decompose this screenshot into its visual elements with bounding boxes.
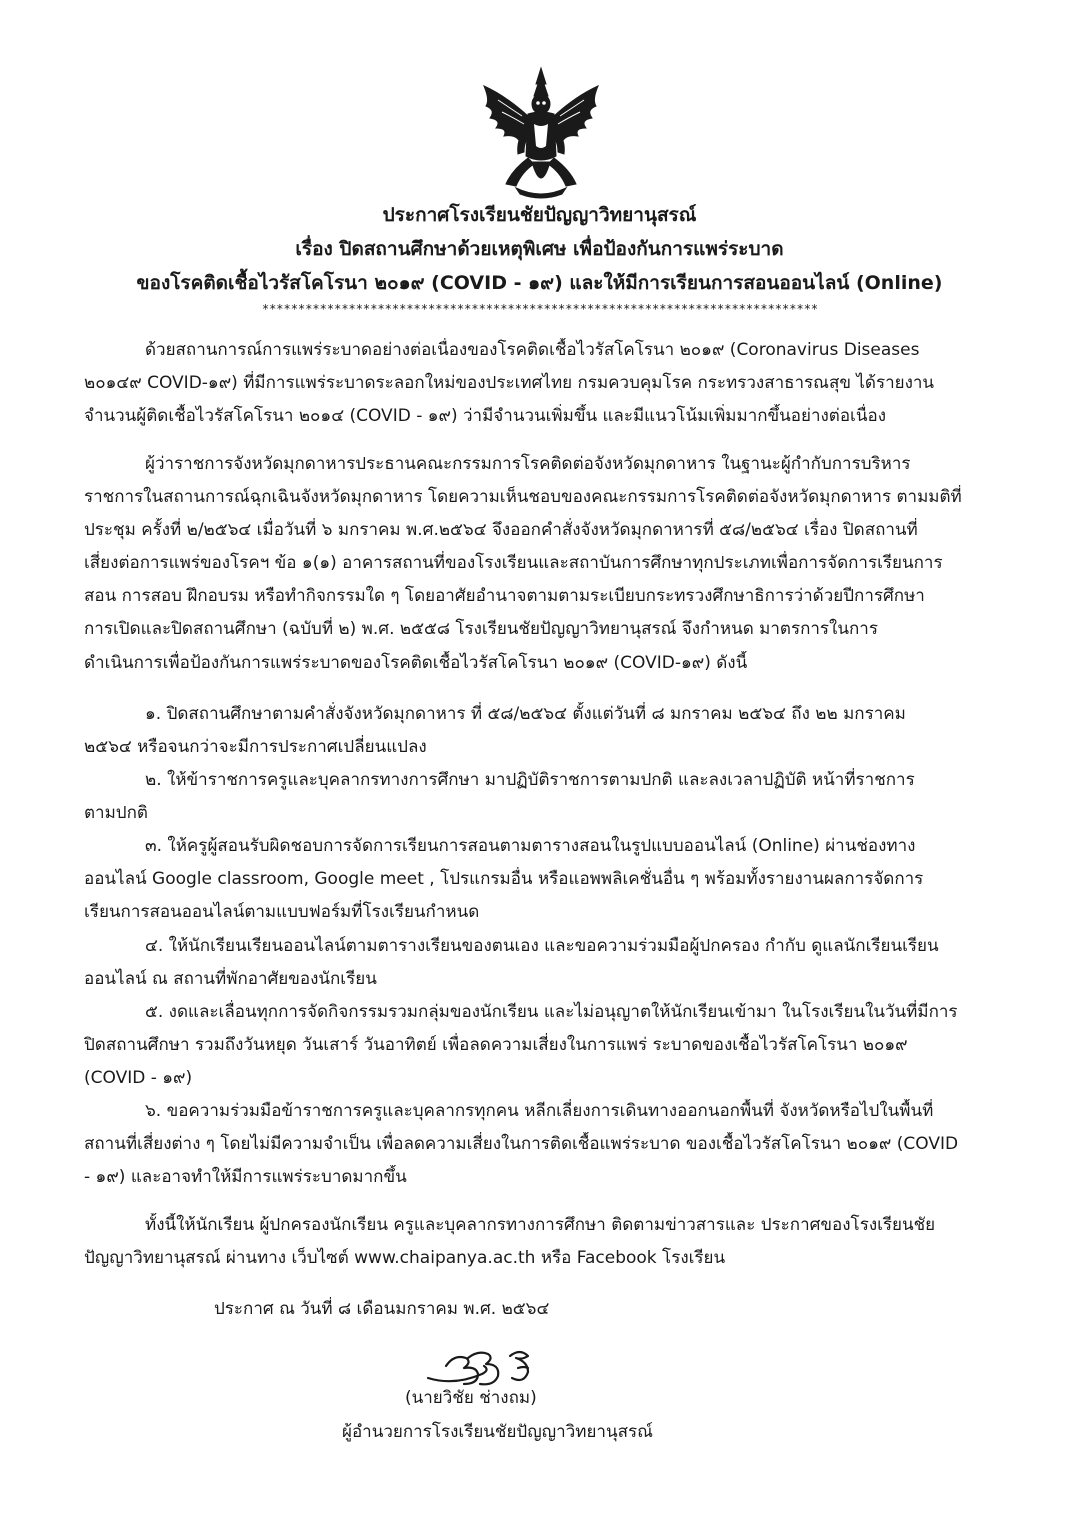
paragraph-2-line: ประชุม ครั้งที่ ๒/๒๕๖๔ เมื่อวันที่ ๖ มกราคม พ.ศ.๒๕๖๔ จึงออกคำสั่งจังหวัดมุกดาหารที่ ๕๘/๒๕๖๔ เรื่อง ปิดสถานที่ — [84, 520, 918, 540]
measure-item-1-cont: ๒๕๖๔ หรือจนกว่าจะมีการประกาศเปลี่ยนแปลง — [84, 737, 427, 757]
measure-item-6-cont: - ๑๙) และอาจทำให้มีการแพร่ระบาดมากขึ้น — [84, 1167, 407, 1187]
paragraph-2-line: ราชการในสถานการณ์ฉุกเฉินจังหวัดมุกดาหาร โดยความเห็นชอบของคณะกรรมการโรคติดต่อจังหวัดมุกดาหาร ตามมติที่ — [84, 487, 962, 507]
measure-item-2-cont: ตามปกติ — [84, 803, 148, 823]
measure-item-5-cont: (COVID - ๑๙) — [84, 1068, 193, 1088]
signatory-title: ผู้อำนวยการโรงเรียนชัยปัญญาวิทยานุสรณ์ — [342, 1422, 653, 1442]
paragraph-1-line: ด้วยสถานการณ์การแพร่ระบาดอย่างต่อเนื่องของโรคติดเชื้อไวรัสโคโรนา ๒๐๑๙ (Coronavirus Diseases — [145, 340, 920, 360]
measure-item-5: ๕. งดและเลื่อนทุกการจัดกิจกรรมรวมกลุ่มของนักเรียน และไม่อนุญาตให้นักเรียนเข้ามา ในโรงเรียนในวันที่มีการ — [145, 1002, 958, 1022]
announcement-title: ประกาศโรงเรียนชัยปัญญาวิทยานุสรณ์ — [382, 204, 697, 226]
paragraph-2-line: เสี่ยงต่อการแพร่ของโรคฯ ข้อ ๑(๑) อาคารสถานที่ของโรงเรียนและสถาบันการศึกษาทุกประเภทเพื่อการจัดการเรียนการ — [84, 553, 943, 573]
measure-item-6-cont: สถานที่เสี่ยงต่าง ๆ โดยไม่มีความจำเป็น เพื่อลดความเสี่ยงในการติดเชื้อแพร่ระบาด ของเชื้อไวรัสโคโรนา ๒๐๑๙ (COVID — [84, 1134, 959, 1154]
garuda-emblem-icon — [476, 66, 606, 201]
measure-item-5-cont: ปิดสถานศึกษา รวมถึงวันหยุด วันเสาร์ วันอาทิตย์ เพื่อลดความเสี่ยงในการแพร่ ระบาดของเชื้อไวรัสโคโรนา ๒๐๑๙ — [84, 1035, 908, 1055]
announcement-subject-cont: ของโรคติดเชื้อไวรัสโคโรนา ๒๐๑๙ (COVID - ๑๙) และให้มีการเรียนการสอนออนไลน์ (Online) — [136, 272, 943, 294]
measure-item-4-cont: ออนไลน์ ณ สถานที่พักอาศัยของนักเรียน — [84, 969, 377, 989]
measure-item-1: ๑. ปิดสถานศึกษาตามคำสั่งจังหวัดมุกดาหาร ที่ ๕๘/๒๕๖๔ ตั้งแต่วันที่ ๘ มกราคม ๒๕๖๔ ถึง ๒๒ มกราคม — [145, 704, 906, 724]
paragraph-1-line: ๒๐๑๔๙ COVID-๑๙) ที่มีการแพร่ระบาดระลอกใหม่ของประเทศไทย กรมควบคุมโรค กระทรวงสาธารณสุข ได้รายงาน — [84, 373, 935, 393]
measure-item-3-cont: เรียนการสอนออนไลน์ตามแบบฟอร์มที่โรงเรียนกำหนด — [84, 902, 480, 922]
closing-line: ทั้งนี้ให้นักเรียน ผู้ปกครองนักเรียน ครูและบุคลากรทางการศึกษา ติดตามข่าวสารและ ประกาศของโรงเรียนชัย — [145, 1215, 936, 1235]
measure-item-3-cont: ออนไลน์ Google classroom, Google meet , โปรแกรมอื่น หรือแอพพลิเคชั่นอื่น ๆ พร้อมทั้งรายงานผลการจัดการ — [84, 869, 924, 889]
paragraph-1-line: จำนวนผู้ติดเชื้อไวรัสโคโรนา ๒๐๑๔ (COVID - ๑๙) ว่ามีจำนวนเพิ่มขึ้น และมีแนวโน้มเพิ่มมากขึ้นอย่างต่อเนื่อง — [84, 406, 886, 426]
paragraph-2-line: ผู้ว่าราชการจังหวัดมุกดาหารประธานคณะกรรมการโรคติดต่อจังหวัดมุกดาหาร ในฐานะผู้กำกับการบริหาร — [145, 454, 911, 474]
paragraph-2-line: สอน การสอบ ฝึกอบรม หรือทำกิจกรรมใด ๆ โดยอาศัยอำนาจตามตามระเบียบกระทรวงศึกษาธิการว่าด้วยปีการศึกษา — [84, 586, 925, 606]
closing-line: ปัญญาวิทยานุสรณ์ ผ่านทาง เว็บไซต์ www.chaipanya.ac.th หรือ Facebook โรงเรียน — [84, 1248, 726, 1268]
paragraph-2-line: ดำเนินการเพื่อป้องกันการแพร่ระบาดของโรคติดเชื้อไวรัสโคโรนา ๒๐๑๙ (COVID-๑๙) ดังนี้ — [84, 653, 748, 673]
measure-item-2: ๒. ให้ข้าราชการครูและบุคลากรทางการศึกษา มาปฏิบัติราชการตามปกติ และลงเวลาปฏิบัติ หน้าที่ราชการ — [145, 770, 915, 790]
measure-item-6: ๖. ขอความร่วมมือข้าราชการครูและบุคลากรทุกคน หลีกเลี่ยงการเดินทางออกนอกพื้นที่ จังหวัดหรือไปในพื้นที่ — [145, 1101, 934, 1121]
announce-date: ประกาศ ณ วันที่ ๘ เดือนมกราคม พ.ศ. ๒๕๖๔ — [214, 1299, 550, 1319]
announcement-subject: เรื่อง ปิดสถานศึกษาด้วยเหตุพิเศษ เพื่อป้องกันการแพร่ระบาด — [295, 238, 784, 260]
paragraph-2-line: การเปิดและปิดสถานศึกษา (ฉบับที่ ๒) พ.ศ. ๒๕๕๘ โรงเรียนชัยปัญญาวิทยานุสรณ์ จึงกำหนด มาตรการในการ — [84, 619, 878, 639]
separator-line: ***************************************************************************** — [261, 302, 819, 316]
measure-item-3: ๓. ให้ครูผู้สอนรับผิดชอบการจัดการเรียนการสอนตามตารางสอนในรูปแบบออนไลน์ (Online) ผ่านช่องทาง — [145, 836, 916, 856]
measure-item-4: ๔. ให้นักเรียนเรียนออนไลน์ตามตารางเรียนของตนเอง และขอความร่วมมือผู้ปกครอง กำกับ ดูแลนักเรียนเรียน — [145, 936, 939, 956]
signatory-name: (นายวิชัย ช่างถม) — [405, 1388, 537, 1408]
